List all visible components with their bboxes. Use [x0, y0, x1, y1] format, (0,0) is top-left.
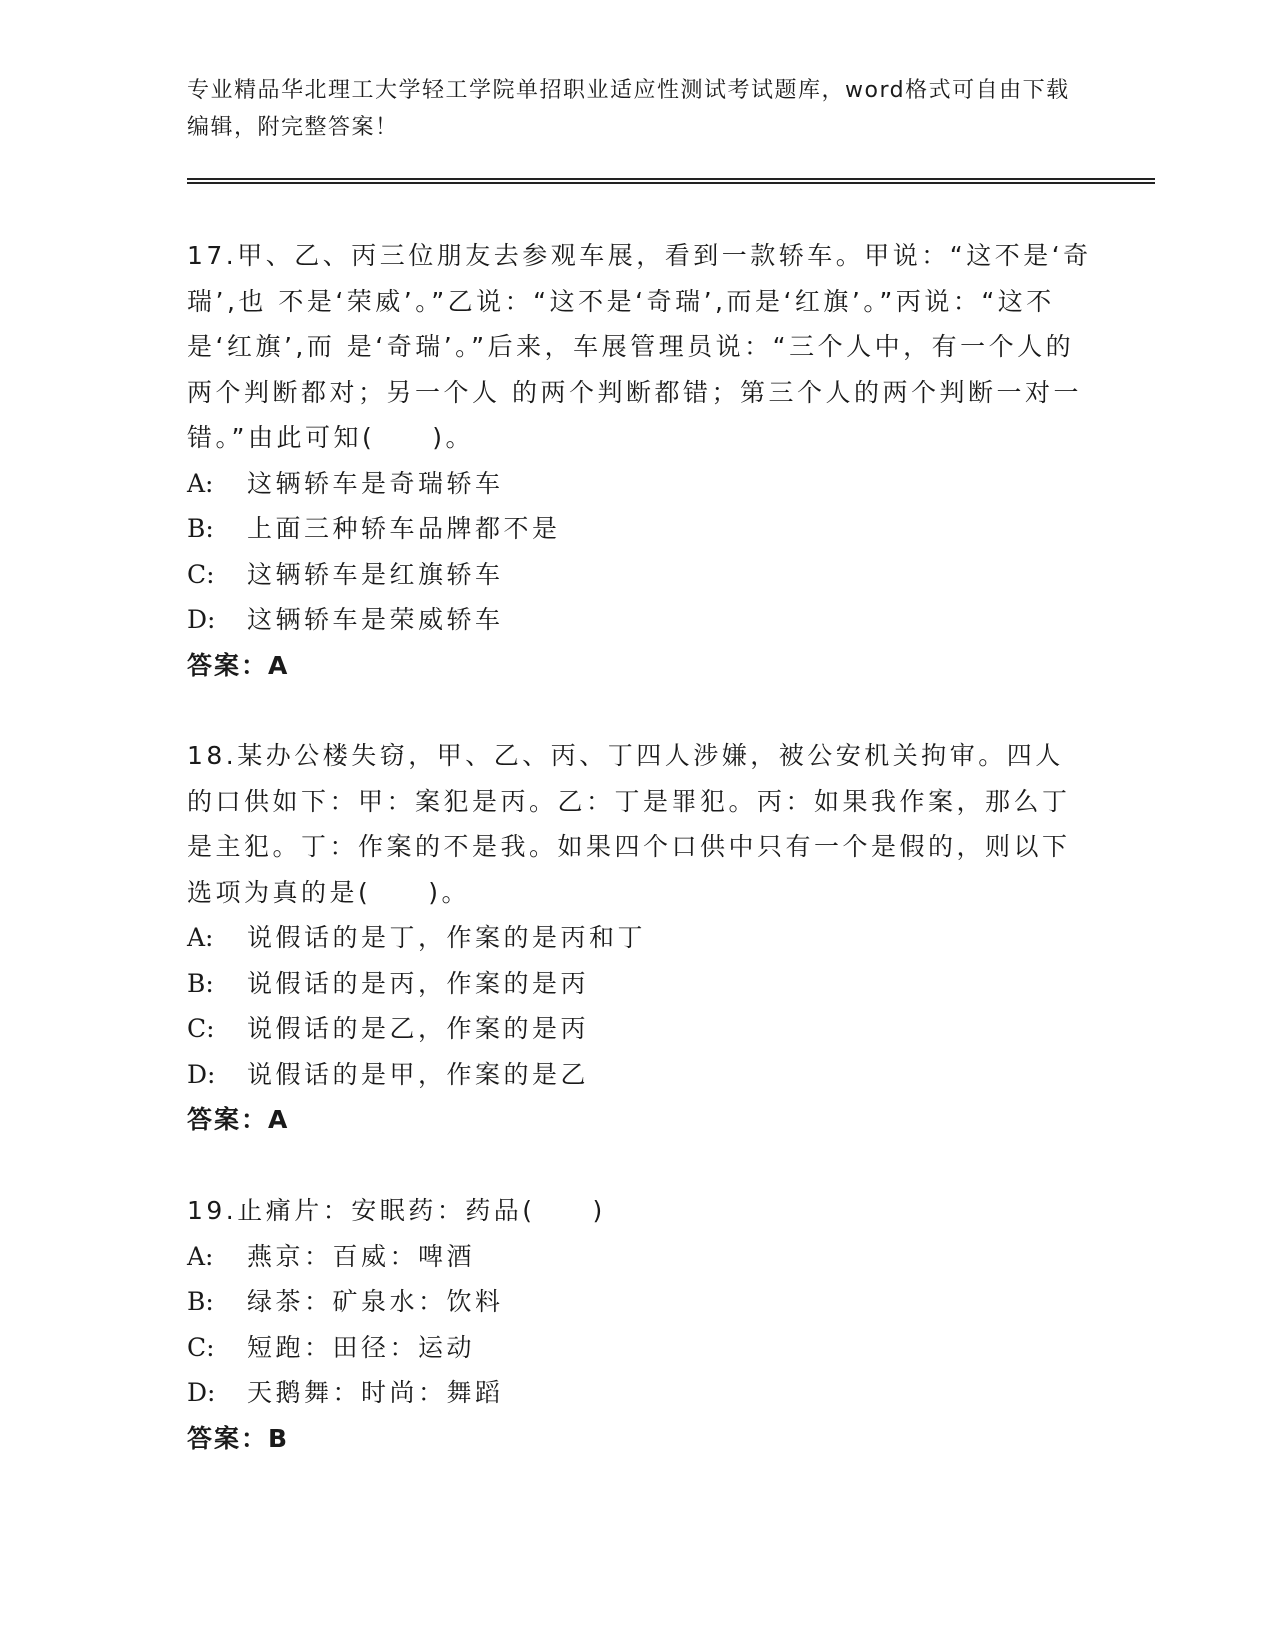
- header-divider: [187, 178, 1155, 184]
- option-letter: D:: [187, 1378, 216, 1407]
- option-text: 说假话的是乙，作案的是丙: [247, 1014, 590, 1043]
- option-text: 上面三种轿车品牌都不是: [247, 514, 561, 543]
- answer: 答案：A: [187, 650, 290, 680]
- option-text: 说假话的是丁，作案的是丙和丁: [247, 923, 647, 952]
- option-c: [187, 1006, 1092, 1052]
- option-letter: D:: [187, 605, 216, 634]
- option-c: [187, 1325, 1092, 1371]
- option-d: [187, 1052, 1092, 1098]
- option-letter: A:: [187, 468, 214, 498]
- option-letter: B:: [187, 968, 214, 998]
- option-letter: C:: [187, 1332, 215, 1362]
- option-text: 短跑：田径：运动: [247, 1332, 476, 1362]
- option-b: [187, 506, 1092, 552]
- question-19: [187, 1188, 1092, 1461]
- question-stem: 18.某办公楼失窃，甲、乙、丙、丁四人涉嫌，被公安机关拘审。四人的口供如下：甲：案犯是丙。乙：丁是罪犯。丙：如果我作案，那么丁是主犯。丁：作案的不是我。如果四个口供中只有一个是假的，则以下选项为真的是( )。: [187, 741, 1071, 907]
- page-header-title: 专业精品华北理工大学轻工学院单招职业适应性测试考试题库，word格式可自由下载编辑，附完整答案！: [187, 78, 1070, 140]
- option-letter: B:: [187, 514, 214, 543]
- option-letter: C:: [187, 1014, 215, 1043]
- option-letter: C:: [187, 559, 215, 589]
- option-letter: B:: [187, 1287, 214, 1316]
- option-text: 绿茶：矿泉水：饮料: [247, 1287, 504, 1316]
- option-text: 天鹅舞：时尚：舞蹈: [247, 1378, 504, 1407]
- option-text: 这辆轿车是红旗轿车: [247, 559, 504, 589]
- option-letter: A:: [187, 923, 214, 952]
- option-text: 这辆轿车是奇瑞轿车: [247, 468, 504, 498]
- option-a: [187, 915, 1092, 961]
- option-b: [187, 961, 1092, 1007]
- option-a: [187, 461, 1092, 507]
- question-stem: 19.止痛片：安眠药：药品( ): [187, 1196, 606, 1225]
- option-letter: D:: [187, 1059, 216, 1089]
- answer: 答案：A: [187, 1105, 290, 1134]
- question-stem: 17.甲、乙、丙三位朋友去参观车展，看到一款轿车。甲说：“这不是‘奇瑞’,也 不是‘荣威’。”乙说：“这不是‘奇瑞’,而是‘红旗’。”丙说：“这不是‘红旗’,而 是‘奇瑞’。”后来，车展管理员说：“三个人中，有一个人的两个判断都对；另一个人 的两个判断都错；第三个人的两个判断一对一错。”由此可知( )。: [187, 241, 1092, 452]
- question-18: [187, 733, 1092, 1143]
- option-a: [187, 1234, 1092, 1280]
- option-text: 说假话的是丙，作案的是丙: [247, 968, 590, 998]
- option-text: 燕京：百威：啤酒: [247, 1241, 476, 1271]
- option-letter: A:: [187, 1241, 214, 1271]
- option-c: [187, 552, 1092, 598]
- option-d: [187, 597, 1092, 643]
- answer: 答案：B: [187, 1423, 290, 1453]
- option-text: 这辆轿车是荣威轿车: [247, 605, 504, 634]
- option-d: [187, 1370, 1092, 1416]
- option-text: 说假话的是甲，作案的是乙: [247, 1059, 590, 1089]
- option-b: [187, 1279, 1092, 1325]
- question-17: [187, 233, 1092, 688]
